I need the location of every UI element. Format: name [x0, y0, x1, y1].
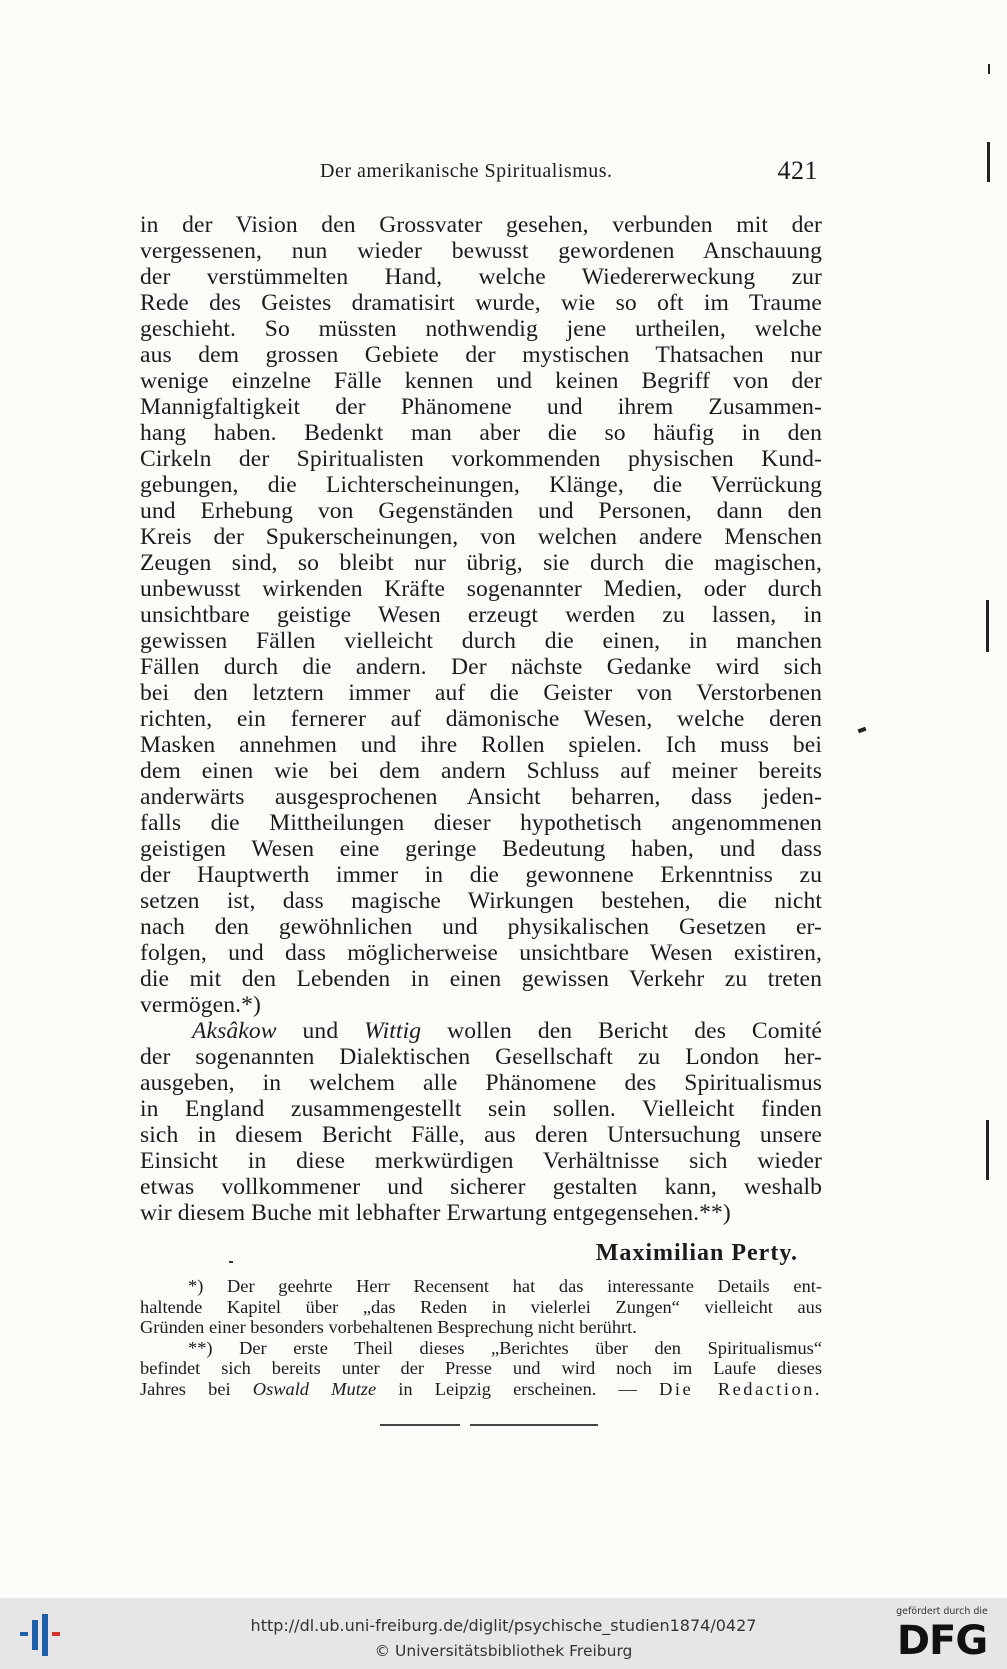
- text-line: etwas vollkommener und sicherer gestalten kann, weshalb: [140, 1174, 822, 1200]
- end-rule: [470, 1424, 598, 1426]
- viewer-footer: [0, 1598, 1007, 1669]
- scan-edge-mark: [987, 142, 990, 182]
- author-name: Aksâkow: [192, 1018, 277, 1044]
- footnote-line: *) Der geehrte Herr Recensent hat das interessante Details ent-: [188, 1276, 822, 1296]
- text-line: Kreis der Spukerscheinungen, von welchen andere Menschen: [140, 524, 822, 550]
- author-name: Wittig: [364, 1018, 422, 1044]
- author-signature: Maximilian Perty.: [595, 1240, 798, 1266]
- footnote-line: [140, 1379, 822, 1400]
- text-line: gebungen, die Lichterscheinungen, Klänge, die Verrückung: [140, 472, 822, 498]
- text-line: Einsicht in diese merkwürdigen Verhältnisse sich wieder: [140, 1148, 822, 1174]
- text-line: nach den gewöhnlichen und physikalischen Gesetzen er-: [140, 914, 822, 940]
- text-line: der verstümmelten Hand, welche Wiedererweckung zur: [140, 264, 822, 290]
- text-line: Masken annehmen und ihre Rollen spielen. Ich muss bei: [140, 732, 822, 758]
- dfg-caption: gefördert durch die: [896, 1606, 988, 1617]
- running-title: Der amerikanische Spiritualismus.: [320, 160, 613, 182]
- text-line: geschieht. So müssten nothwendig jene urtheilen, welche: [140, 316, 822, 342]
- text-line: ausgeben, in welchem alle Phänomene des Spiritualismus: [140, 1070, 822, 1096]
- text-line: vermögen.*): [140, 992, 261, 1018]
- text-line: Rede des Geistes dramatisirt wurde, wie so oft im Traume: [140, 290, 822, 316]
- text-line: vergessenen, nun wieder bewusst gewordenen Anschauung: [140, 238, 822, 264]
- text-line: gewissen Fällen vielleicht durch die einen, in manchen: [140, 628, 822, 654]
- scan-edge-mark: [986, 600, 989, 652]
- end-rule: [380, 1424, 460, 1426]
- text-line: der Hauptwerth immer in die gewonnene Erkenntniss zu: [140, 862, 822, 888]
- text-line: geistigen Wesen eine geringe Bedeutung haben, und dass: [140, 836, 822, 862]
- running-head: [140, 156, 830, 190]
- scan-edge-mark: [986, 1120, 989, 1180]
- copyright-notice: © Universitätsbibliothek Freiburg: [374, 1642, 633, 1660]
- text-line: falls die Mittheilungen dieser hypothetisch angenommenen: [140, 810, 822, 836]
- text-line: Cirkeln der Spiritualisten vorkommenden physischen Kund-: [140, 446, 822, 472]
- footnote-line: **) Der erste Theil dieses „Berichtes über den Spiritualismus“: [188, 1337, 822, 1358]
- text-line: Mannigfaltigkeit der Phänomene und ihrem Zusammen-: [140, 394, 822, 420]
- text-line: aus dem grossen Gebiete der mystischen Thatsachen nur: [140, 342, 822, 368]
- footnote-line: Gründen einer besonders vorbehaltenen Besprechung nicht berührt.: [140, 1317, 637, 1337]
- text-line: wir diesem Buche mit lebhafter Erwartung entgegensehen.**): [140, 1200, 731, 1226]
- text-line: richten, ein fernerer auf dämonische Wesen, welche deren: [140, 706, 822, 732]
- text-line: Fällen durch die andern. Der nächste Gedanke wird sich: [140, 654, 822, 680]
- body-text: [140, 212, 822, 1226]
- margin-ink-mark: [858, 727, 867, 733]
- text-line: unsichtbare geistige Wesen erzeugt werden zu lassen, in: [140, 602, 822, 628]
- text-line: sich in diesem Bericht Fälle, aus deren Untersuchung unsere: [140, 1122, 822, 1148]
- scan-edge-mark: [988, 64, 990, 74]
- footnote-line: befindet sich bereits unter der Presse und wird noch im Laufe dieses: [140, 1358, 822, 1378]
- footnote-line: haltende Kapitel über „das Reden in vielerlei Zungen“ vielleicht aus: [140, 1296, 822, 1317]
- text-line: Zeugen sind, so bleibt nur übrig, sie durch die magischen,: [140, 550, 822, 576]
- permalink-url[interactable]: http://dl.ub.uni-freiburg.de/diglit/psychische_studien1874/0427: [250, 1616, 757, 1635]
- text-line: in der Vision den Grossvater gesehen, verbunden mit der: [140, 212, 822, 238]
- text-line: unbewusst wirkenden Kräfte sogenannter Medien, oder durch: [140, 576, 822, 602]
- text-line: die mit den Lebenden in einen gewissen Verkehr zu treten: [140, 966, 822, 992]
- text-fragment: und: [276, 1018, 365, 1044]
- dfg-logo: DFG: [896, 1618, 988, 1664]
- text-line: anderwärts ausgesprochenen Ansicht beharren, dass jeden-: [140, 784, 822, 810]
- text-fragment: wollen den Bericht des Comité: [421, 1018, 822, 1044]
- text-line: hang haben. Bedenkt man aber die so häufig in den: [140, 420, 822, 446]
- page-number: 421: [777, 156, 818, 185]
- text-line: setzen ist, dass magische Wirkungen bestehen, die nicht: [140, 888, 822, 914]
- text-line: dem einen wie bei dem andern Schluss auf meiner bereits: [140, 758, 822, 784]
- paragraph-start-line: [140, 1018, 822, 1044]
- dfg-funding-logo: [889, 1606, 995, 1664]
- text-line: folgen, und dass möglicherweise unsichtbare Wesen existiren,: [140, 940, 822, 966]
- text-line: wenige einzelne Fälle kennen und keinen Begriff von der: [140, 368, 822, 394]
- editorial-signoff: Die Redaction.: [659, 1378, 823, 1399]
- text-line: der sogenannten Dialektischen Gesellschaft zu London her-: [140, 1044, 822, 1070]
- text-fragment: in Leipzig erscheinen. —: [376, 1378, 660, 1399]
- footnotes: [140, 1276, 822, 1399]
- text-line: in England zusammengestellt sein sollen. Vielleicht finden: [140, 1096, 822, 1122]
- text-line: bei den letztern immer auf die Geister von Verstorbenen: [140, 680, 822, 706]
- text-fragment: Jahres bei: [140, 1378, 253, 1399]
- publisher-name: Oswald Mutze: [252, 1378, 377, 1399]
- text-line: und Erhebung von Gegenständen und Personen, dann den: [140, 498, 822, 524]
